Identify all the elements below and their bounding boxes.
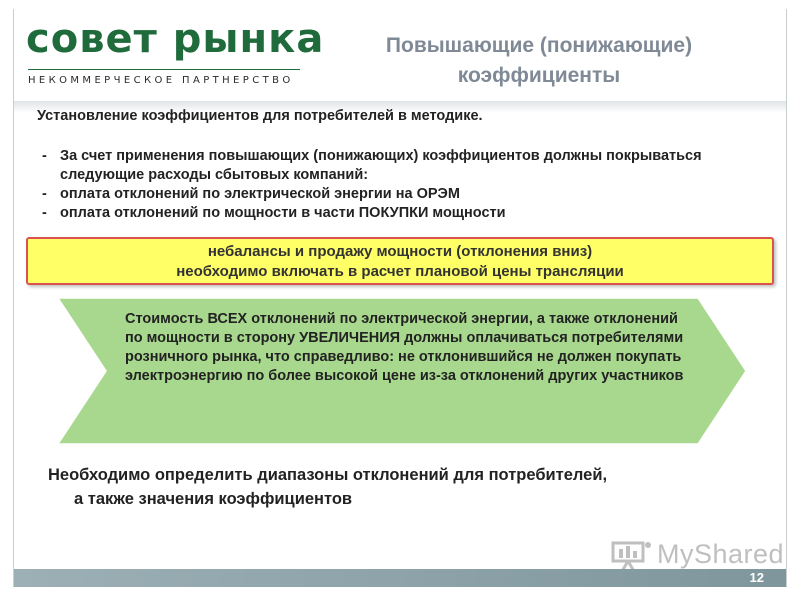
green-arrow-text: Стоимость ВСЕХ отклонений по электрической энергии, а также отклонений по мощности в сторону УВЕЛИЧЕНИЯ должны оплачиваться потребителями розничного рынка, что справедливо: не отклонившийся не должен покупать электроэнергию по более высокой цене из-за отклонений других участников <box>125 311 684 384</box>
logo-underline <box>28 69 300 70</box>
intro-text: Установление коэффициентов для потребителей в методике. <box>37 108 483 124</box>
footer-bar <box>14 569 786 587</box>
list-item <box>28 185 773 204</box>
conclusion-line-1: Необходимо определить диапазоны отклонений для потребителей, <box>48 466 608 484</box>
list-item <box>28 147 773 185</box>
slide-title-line-2: коэффициенты <box>457 64 621 87</box>
bullet-text: За счет применения повышающих (понижающих) коэффициентов должны покрываться следующие расходы сбытовых компаний: <box>60 148 702 183</box>
bullet-marker: - <box>42 148 47 164</box>
conclusion-line-2: а также значения коэффициентов <box>74 490 353 508</box>
bullet-marker: - <box>42 205 47 221</box>
page-number: 12 <box>749 570 764 585</box>
slide-header <box>14 9 786 101</box>
yellow-callout-line-2: необходимо включать в расчет плановой цены трансляции <box>176 263 624 280</box>
watermark-text: MyShared <box>657 539 785 569</box>
yellow-callout-line-1: небалансы и продажу мощности (отклонения вниз) <box>207 243 593 260</box>
logo-subtitle: НЕКОММЕРЧЕСКОЕ ПАРТНЕРСТВО <box>28 75 294 86</box>
bullet-list <box>28 147 773 223</box>
slide <box>13 9 787 587</box>
bullet-text: оплата отклонений по электрической энергии на ОРЭМ <box>60 186 460 202</box>
slide-title-line-1: Повышающие (понижающие) <box>385 34 693 57</box>
yellow-callout-box <box>26 237 774 285</box>
green-arrow-callout <box>58 298 746 444</box>
logo-title: совет рынка <box>26 16 325 62</box>
slide-title <box>314 31 764 91</box>
list-item <box>28 204 773 223</box>
bullet-marker: - <box>42 186 47 202</box>
bullet-text: оплата отклонений по мощности в части ПОКУПКИ мощности <box>60 205 506 221</box>
conclusion-text <box>48 463 768 511</box>
